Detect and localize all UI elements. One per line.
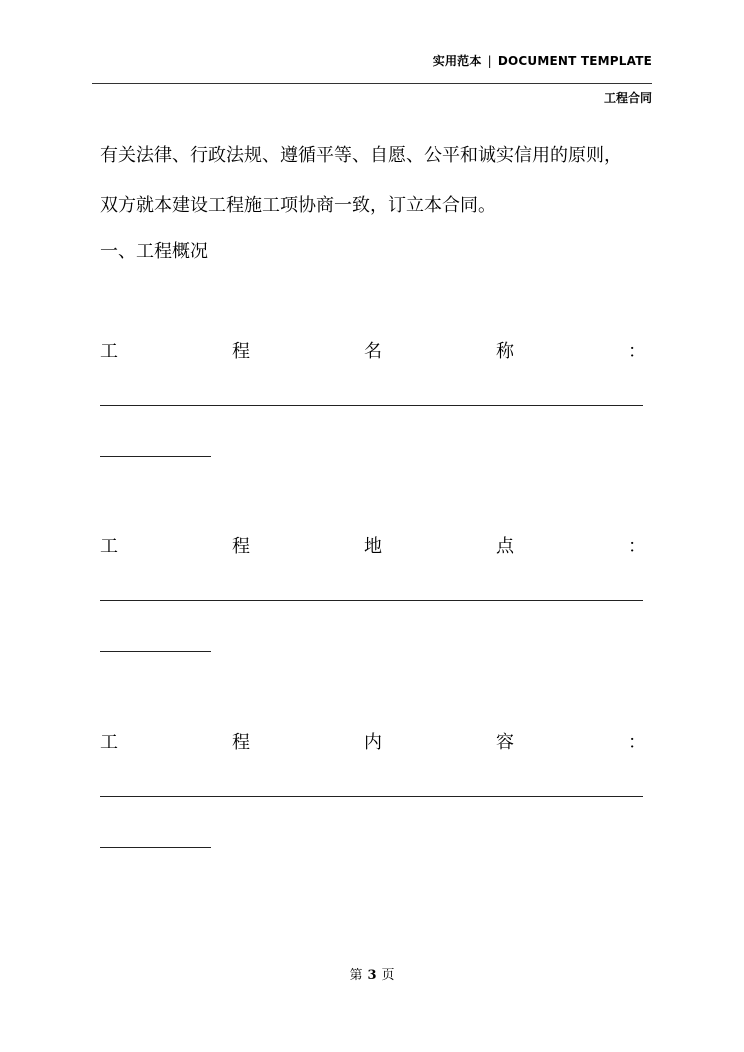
section-heading: 一、工程概况	[100, 241, 208, 262]
field-char: 称	[496, 341, 514, 362]
fill-line-project-name	[100, 405, 643, 406]
fill-line-project-location	[100, 600, 643, 601]
page-footer	[0, 964, 744, 983]
header-brand-cn: 实用范本	[432, 54, 482, 68]
field-char: 地	[364, 536, 382, 557]
field-char: 容	[496, 732, 514, 753]
field-char: 点	[496, 536, 514, 557]
field-char: 程	[232, 341, 250, 362]
field-char: 名	[364, 341, 382, 362]
field-char: 工	[100, 341, 118, 362]
header-divider	[92, 83, 652, 84]
page-number: 3	[367, 968, 377, 983]
header-brand	[433, 52, 652, 69]
fill-line-project-name-continued	[100, 456, 211, 457]
field-char: 程	[232, 732, 250, 753]
field-label-project-content	[100, 730, 646, 756]
header-brand-en: DOCUMENT TEMPLATE	[497, 54, 652, 68]
field-char: ：	[628, 341, 646, 362]
header-separator: |	[487, 54, 492, 68]
fill-line-project-content-continued	[100, 847, 211, 848]
page-number-suffix: 页	[381, 968, 395, 983]
field-label-project-name	[100, 339, 646, 365]
field-char: 工	[100, 536, 118, 557]
page-number-prefix: 第	[349, 968, 363, 983]
field-char: 工	[100, 732, 118, 753]
field-label-project-location	[100, 534, 646, 560]
paragraph-line-2: 双方就本建设工程施工项协商一致，订立本合同。	[100, 195, 496, 216]
field-char: ：	[628, 732, 646, 753]
field-char: 程	[232, 536, 250, 557]
fill-line-project-content	[100, 796, 643, 797]
paragraph-line-1: 有关法律、行政法规、遵循平等、自愿、公平和诚实信用的原则，	[100, 145, 622, 166]
fill-line-project-location-continued	[100, 651, 211, 652]
field-char: ：	[628, 536, 646, 557]
header-doc-title: 工程合同	[603, 91, 652, 105]
field-char: 内	[364, 732, 382, 753]
